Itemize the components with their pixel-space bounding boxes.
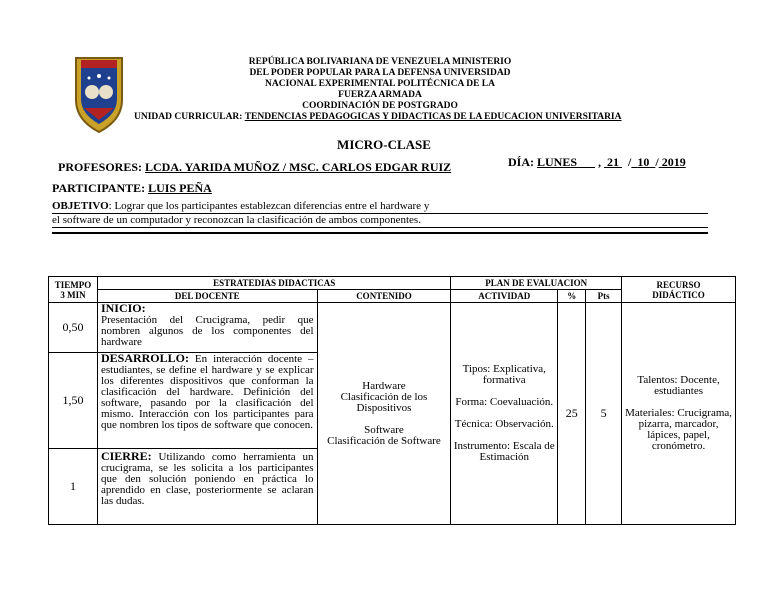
dia-day: 21	[607, 155, 620, 169]
dia-label: DÍA:	[508, 155, 534, 169]
time-cell: 0,50	[49, 303, 98, 353]
actividad-cell: Tipos: Explicativa, formativa Forma: Coevaluación. Técnica: Observación. Instrumento: Escala de Estimación	[451, 303, 558, 525]
header-pts: Pts	[586, 290, 622, 303]
docente-cell: INICIO: Presentación del Crucigrama, pedir que nombren algunos de los componentes del hardware	[97, 303, 317, 353]
recurso-cell: Talentos: Docente, estudiantes Materiales: Crucigrama, pizarra, marcador, lápices, papel, cronómetro.	[622, 303, 736, 525]
pct-cell: 25	[558, 303, 586, 525]
unidad-curricular	[134, 112, 622, 122]
header-plan: PLAN DE EVALUACION	[451, 277, 622, 290]
participante-label: PARTICIPANTE:	[52, 181, 146, 195]
time-cell: 1	[49, 449, 98, 525]
header-estrategias: ESTRATEDIAS DIDACTICAS	[97, 277, 450, 290]
dia-weekday: LUNES	[537, 155, 578, 169]
fecha: DÍA: LUNES , 21 / 10 / 2019	[508, 155, 686, 169]
participante	[52, 181, 212, 196]
header-line-3: NACIONAL EXPERIMENTAL POLITÉCNICA DE LA	[265, 79, 495, 89]
header-contenido: CONTENIDO	[317, 290, 451, 303]
header-line-5: COORDINACIÓN DE POSTGRADO	[302, 101, 458, 111]
objetivo-line-2: el software de un computador y reconozcan la clasificación de ambos componentes.	[52, 214, 708, 228]
header-line-4: FUERZA ARMADA	[338, 90, 422, 100]
header-docente: DEL DOCENTE	[97, 290, 317, 303]
profesores	[58, 160, 451, 175]
micro-clase-table	[48, 276, 736, 525]
table-row	[49, 303, 736, 353]
dia-year: 2019	[661, 155, 686, 169]
unidad-value: TENDENCIAS PEDAGOGICAS Y DIDACTICAS DE LA EDUCACION UNIVERSITARIA	[244, 112, 622, 122]
docente-cell: CIERRE: Utilizando como herramienta un crucigrama, se les solicita a los participantes que den solución poniendo en práctica lo aprendido en clase, posteriormente se aclaran las dudas.	[97, 449, 317, 525]
page-title: MICRO-CLASE	[337, 137, 431, 152]
objetivo-line-1: : Lograr que los participantes establezcan diferencias entre el hardware y	[108, 200, 430, 212]
unidad-label: UNIDAD CURRICULAR:	[134, 112, 243, 122]
profesores-value: LCDA. YARIDA MUÑOZ / MSC. CARLOS EDGAR RUIZ	[145, 160, 452, 174]
university-logo	[72, 50, 126, 134]
header-tiempo: TIEMPO 3 MIN	[49, 277, 98, 303]
header-line-1: REPÚBLICA BOLIVARIANA DE VENEZUELA MINISTERIO	[248, 57, 512, 67]
header-line-2: DEL PODER POPULAR PARA LA DEFENSA UNIVERSIDAD	[249, 68, 511, 78]
participante-value: LUIS PEÑA	[148, 181, 212, 195]
header-pct: %	[558, 290, 586, 303]
dia-month: 10	[637, 155, 650, 169]
objetivo-label: OBJETIVO	[52, 200, 109, 212]
header-recurso: RECURSO DIDÁCTICO	[622, 277, 736, 303]
profesores-label: PROFESORES:	[58, 160, 143, 174]
time-cell: 1,50	[49, 353, 98, 449]
pts-cell: 5	[586, 303, 622, 525]
contenido-cell: Hardware Clasificación de los Dispositivos Software Clasificación de Software	[317, 303, 451, 525]
header-actividad: ACTIVIDAD	[451, 290, 558, 303]
docente-cell: DESARROLLO: En interacción docente – estudiantes, se define el hardware y se explicar los diferentes dispositivos que conforman la clasificación del hardware. Definición del software, pasando por la clasificación del mismo. Interacción con los participantes para que nombren los tipos de software que conocen.	[97, 353, 317, 449]
divider	[52, 232, 708, 234]
objetivo	[52, 200, 708, 228]
